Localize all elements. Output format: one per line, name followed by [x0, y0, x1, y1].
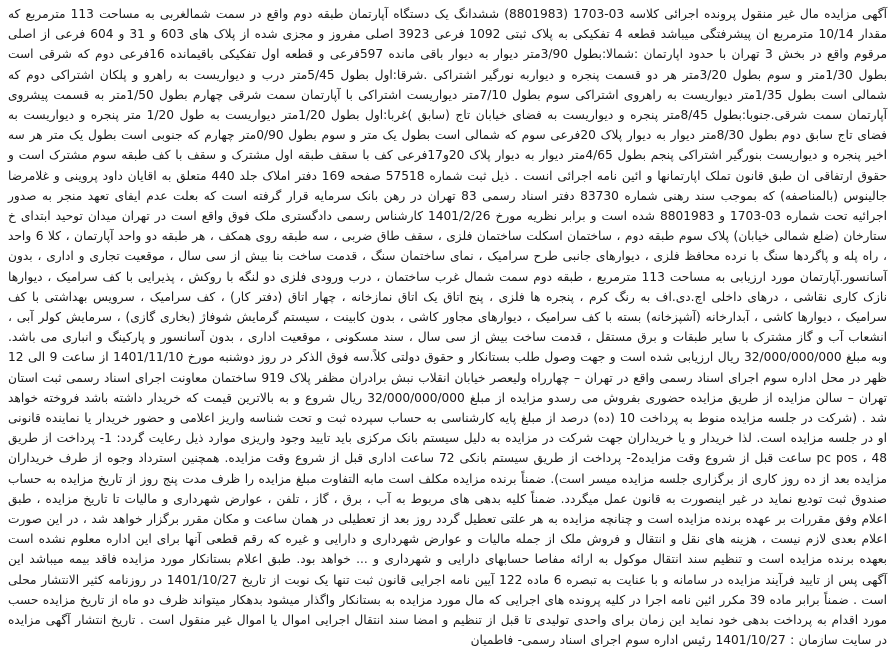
auction-notice-text: آگهی مزایده مال غیر منقول پرونده اجرائی کلاسه 03-1703 (8801983) ششدانگ یک دستگاه آپارتمان طبقه دوم واقع در سمت شمالغربی به مساحت 113 مترمربع که مقدار 10/14 مترمربع ان پیشرفتگی میباشد قطعه 4 تفکیکی به پلاک ثبتی 1092 فرعی 3923 اصلی مفروز و مجزی شده از پلاک های 603 و 31 و 604 فرعی از اصلی مرقوم واقع در بخش 3 تهران با حدود اپارتمان :شمالا:بطول 3/90متر دیوار به دیوار باقی مانده 597فرعی و قطعه اول تفکیکی باقیمانده 16فرعی دوم که شرقی است بطول 1/30متر و سوم بطول 3/20متر هر دو قسمت پنجره و دیواربه نورگیر اشتراکی .شرقا:اول بطول 5/45متر درب و دیواریست به راهرو و پلکان اشتراکی دوم که شمالی است بطول 1/35متر دیواریست به راهروی اشتراکی سوم بطول 7/10متر دیواریست اشتراکی با آپارتمان سمت شرقی چهارم بطول 1/50متر به قسمت پیشروی آپارتمان سمت شرقی.جنوبا:بطول 8/45متر پنجره و دیواریست به فضای خیابان تاج (سابق )غربا:اول بطول 1/20متر دیواریست به طول 1/20 متر پنجره و دیواریست به فضای تاج سابق دوم بطول 8/30متر دیوار به دیوار پلاک 20فرعی سوم که شمالی است بطول یک متر و سوم بطول 0/90متر چهارم که جنوبی است بطول یک متر هر سه اخیر پنجره و دیواریست بنورگیر اشتراکی پنجم بطول 4/65متر دیوار به دیوار پلاک 20و17فرعی کف با سقف طبقه اول مشترک و سقف با کف طبقه سوم مشترک است و حقوق ارتفاقی ان طبق قانون تملک اپارتمانها و ائین نامه اجرائی انست . ذیل ثبت شماره 57518 صفحه 169 دفتر املاک جلد 440 متعلق به اقایان داود پروینی و غلامرضا جالینوس (بالمناصفه) که بموجب سند رهنی شماره 83730 دفتر اسناد رسمی 83 تهران در رهن بانک سرمایه قرار گرفته است که بعلت عدم ایفای تعهد منجر به صدور اجرائیه تحت شماره 03-1703 و 8801983 شده است و برابر نظریه مورخ 1401/2/26 کارشناس رسمی دادگستری ملک فوق واقع است در تهران میدان توحید ابتدای خ ستارخان (ضلع شمالی خیابان) پلاک سوم طبقه دوم ، ساختمان اسکلت ساختمان فلزی ، سقف طاق ضربی ، سه طبقه روی همکف ، هر طبقه دو واحد آپارتمان ، کلا 6 واحد ، راه پله و پاگردها سنگ با نرده محافظ فلزی ، دیوارهای جانبی طرح سرامیک ، نمای ساختمان سنگ ، قدمت ساخت بنا بیش از سی سال ، موقعیت تجاری و اداری ، بدون آسانسور.آپارتمان مورد ارزیابی به مساحت 113 مترمربع ، طبقه دوم سمت شمال غرب ساختمان ، درب ورودی فلزی دو لنگه با روکش ، پذیرایی با کف سرامیک ، دیوارها نازک کاری نقاشی ، درهای داخلی اچ.دی.اف به رنگ کرم ، پنجره ها فلزی ، پنج اتاق یک اتاق نمازخانه ، چهار اتاق (دفتر کار) ، کف سرامیک ، سرویس بهداشتی با کف سرامیک ، دیوارها کاشی ، آبدارخانه (آشپزخانه) بسته با کف سرامیک ، دیوارهای مجاور کاشی ، بدون کابینت ، سیستم گرمایش شوفاژ (بخاری گازی) ، سرمایش کولر آبی ، انشعاب آب و گاز مشترک با سایر طبقات و برق مستقل ، قدمت ساخت بیش از سی سال ، سند مسکونی ، موقعیت اداری ، بدون آسانسور و پارکینگ و انباری می باشد. وبه مبلغ 32/000/000/000 ریال ارزیابی شده است و جهت وصول طلب بستانکار و حقوق دولتی کلاً.سه فوق الذکر در روز دوشنبه مورخ 1401/11/10 از ساعت 9 الی 12 ظهر در محل اداره سوم اجرای اسناد رسمی واقع در تهران – چهارراه ولیعصر خیابان انقلاب نبش برادران مظفر پلاک 919 ساختمان معاونت اجرای اسناد رسمی ثبت استان تهران – سالن مزایده از طریق مزایده حضوری بفروش می رسدو مزایده از مبلغ 32/000/000/000 ریال شروع و به بالاترین قیمت که خریدار داشته باشد فروخته خواهد شد . (شرکت در جلسه مزایده منوط به پرداخت 10 (ده) درصد از مبلغ پایه کارشناسی به حساب سپرده ثبت و تحت شناسه واریز اعلامی و حضور خریدار یا نماینده قانونی او در جلسه مزایده است. لذا خریدار و یا خریداران جهت شرکت در مزایده به دلیل سیستم بانک مرکزی باید تایید وجود واریزی موارد ذیل رعایت گردد: 1- پرداخت از طریق pc pos ، 48 ساعت قبل از شروع وقت مزایده2- پرداخت از طریق سیستم بانکی 72 ساعت اداری قبل از شروع وقت مزایده. همچنین استرداد وجوه از طرف خریداران مزایده بعد از ده روز کاری از برگزاری جلسه مزایده میسر است). ضمناً برنده مزایده مکلف است مابه التفاوت مبلغ مزایده را ظرف مدت پنج روز از تاریخ مزایده به حساب صندوق ثبت تودیع نماید در غیر اینصورت به قانون عمل میگردد. ضمناً کلیه بدهی های مربوط به آب ، برق ، گاز ، تلفن ، عوارض شهرداری و مالیات تا تاریخ مزایده ، طبق اعلام وفق مقررات بر عهده برنده مزایده است و چنانچه مزایده به هر علتی تعطیل گردد روز بعد از تعطیلی در همان ساعت و مکان مقرر برگزار خواهد شد ، در این صورت اعلام بعدی لازم نیست ، هزینه های نقل و انتقال و فروش ملک از جمله مالیات و عوارض شهرداری و دارایی و غیره که رقم قطعی آنها برای این اداره معلوم نشده است بعهده برنده مزایده است و تنظیم سند انتقال موکول به ارائه مفاصا حسابهای دارایی و شهرداری و ... خواهد بود. طبق اعلام بستانکار مورد مزایده فاقد بیمه میباشد این آگهی پس از تایید فرآیند مزایده در سامانه و با عنایت به تبصره 6 ماده 122 آیین نامه اجرایی قانون ثبت تنها یک نوبت از تاریخ 1401/10/27 در روزنامه کثیر الانتشار محلی است . ضمناً برابر ماده 39 مکرر ائین نامه اجرا در کلیه پرونده های اجرایی که مال مورد مزایده به بستانکار واگذار میشود بدهکار میتواند ظرف دو ماه از تاریخ مزایده حسب مورد اقدام به پرداخت بدهی خود نماید این زمان برای واحدی تولیدی تا قبل از تنظیم و امضا سند انتقال اجرایی اموال یا اموال غیر منقول است . تاریخ انتشار آگهی مزایده در سایت سازمان : 1401/10/27 رئیس اداره سوم اجرای اسناد رسمی- فاطمیان	[8, 7, 888, 648]
